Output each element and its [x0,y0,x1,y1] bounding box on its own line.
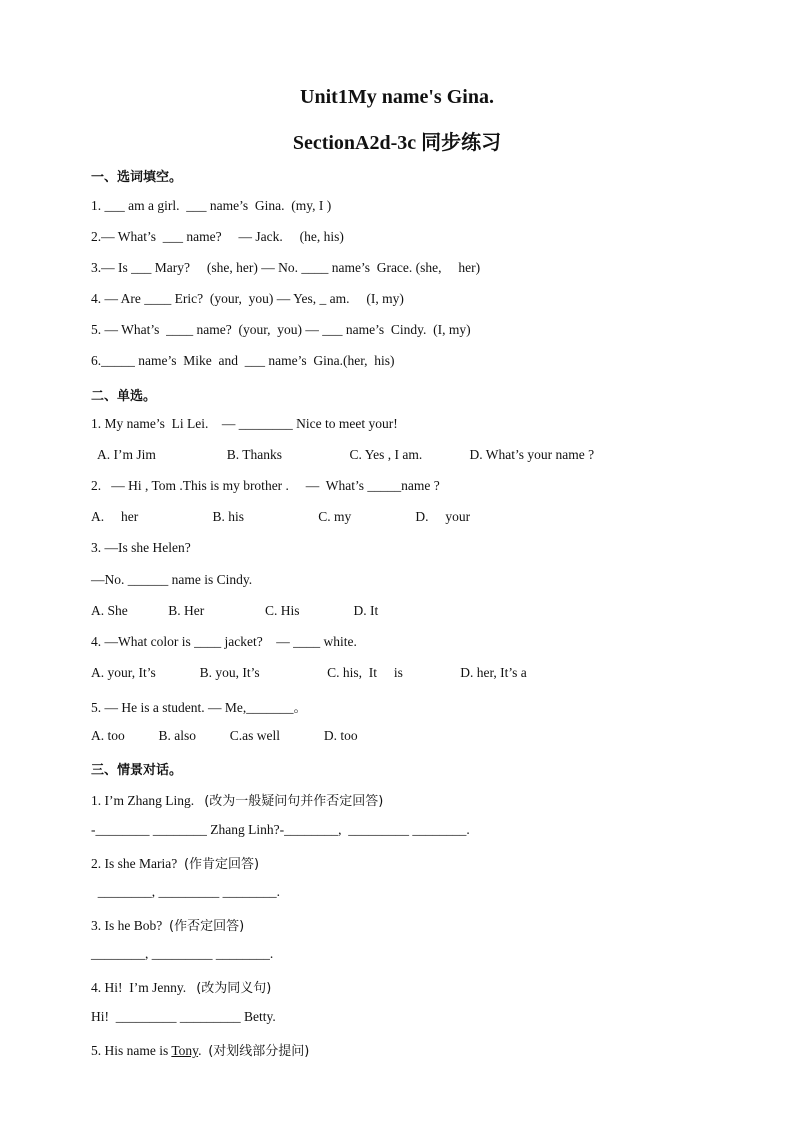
sec3-question-4: 4. Hi! I’m Jenny. (改为同义句) [91,980,272,996]
sec3-question-3: 3. Is he Bob? (作否定回答) [91,918,245,934]
sec2-line-10: 5. — He is a student. — Me,_______。 [91,700,307,715]
section-2-heading: 二、单选。 [91,389,157,404]
section-1-heading: 一、选词填空。 [91,170,183,185]
sec1-line-3: 3.— Is ___ Mary? (she, her) — No. ____ name’s Grace. (she, her) [91,260,481,275]
sec2-line-3: 2. — Hi , Tom .This is my brother . — What’s _____name ? [91,478,440,493]
sec2-line-11: A. too B. also C.as well D. too [91,728,358,743]
sec3-question-1: 1. I’m Zhang Ling. (改为一般疑问句并作否定回答) [91,793,384,809]
sec1-line-4: 4. — Are ____ Eric? (your, you) — Yes, _ am. (I, my) [91,291,404,306]
sec2-line-2: A. I’m Jim B. Thanks C. Yes , I am. D. What’s your name ? [91,447,595,462]
sec2-line-6: —No. ______ name is Cindy. [91,572,253,587]
sec2-line-8: 4. —What color is ____ jacket? — ____ white. [91,634,357,649]
sec2-line-5: 3. —Is she Helen? [91,540,191,555]
section-3-heading: 三、情景对话。 [91,763,183,778]
sec3-answer-1: -________ ________ Zhang Linh?-________, _________ ________. [91,822,470,837]
document-subtitle: SectionA2d-3c 同步练习 [292,132,502,154]
sec2-line-1: 1. My name’s Li Lei. — ________ Nice to meet your! [91,416,398,431]
sec1-line-6: 6._____ name’s Mike and ___ name’s Gina.(her, his) [91,353,395,368]
sec2-line-4: A. her B. his C. my D. your [91,509,471,524]
sec3-question-5: 5. His name is Tony. (对划线部分提问) [91,1043,310,1059]
document-title: Unit1My name's Gina. [300,86,494,108]
sec3-answer-4: Hi! _________ _________ Betty. [91,1009,276,1024]
sec3-question-2: 2. Is she Maria? (作肯定回答) [91,856,260,872]
sec1-line-5: 5. — What’s ____ name? (your, you) — ___ name’s Cindy. (I, my) [91,322,471,337]
sec1-line-1: 1. ___ am a girl. ___ name’s Gina. (my, I ) [91,198,332,213]
sec1-line-2: 2.— What’s ___ name? — Jack. (he, his) [91,229,344,244]
sec3-answer-3: ________, _________ ________. [91,946,274,961]
sec2-line-7: A. She B. Her C. His D. It [91,603,379,618]
sec2-line-9: A. your, It’s B. you, It’s C. his, It is D. her, It’s a [91,665,527,680]
underlined-word: Tony [171,1043,199,1058]
sec3-answer-2: ________, _________ ________. [91,884,280,899]
